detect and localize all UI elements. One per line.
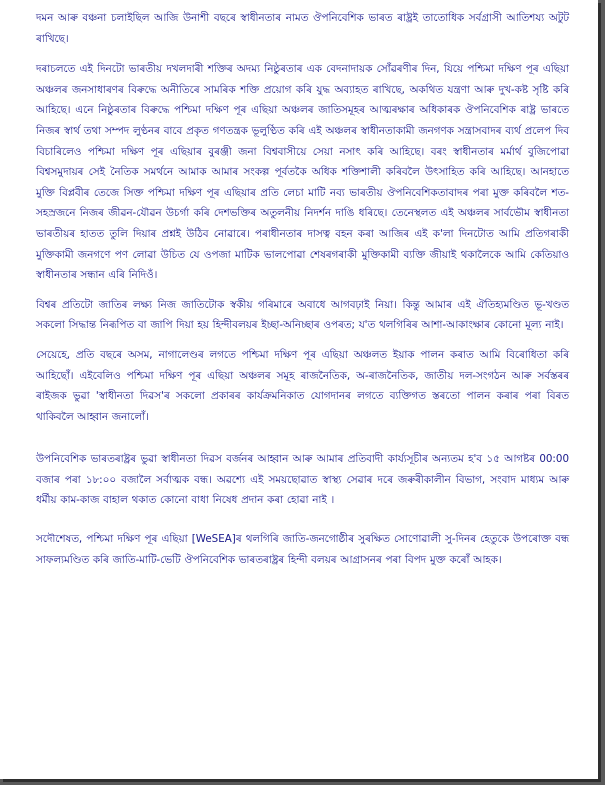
- paragraph-2: দৰাচলতে এই দিনটো ভাৰতীয় দখলদাৰী শক্তিৰ অদম্য নিষ্ঠুৰতাৰ এক বেদনাদায়ক সোঁৱৰণীৰ দিন, যিয়ে পশ্চিমা দক্ষিণ পূৰ এছিয়া অঞ্চলৰ জনসাধাৰণৰ বিৰুদ্ধে অনীতিৰে সামৰিক শক্তি প্ৰয়োগ কৰি যুদ্ধ অব্যাহত ৰাখিছে, অকথিত যন্ত্ৰণা আৰু দুখ-কষ্ট সৃষ্টি কৰি আহিছে। এনে নিষ্ঠুৰতাৰ বিৰুদ্ধে পশ্চিমা দক্ষিণ পূৰ এছিয়া অঞ্চলৰ জাতিসমূহৰ আত্মৰক্ষাৰ অধিকাৰক ঔপনিবেশিক ৰাষ্ট্ৰ ভাৰতে নিজৰ স্বাৰ্থ তথা সম্পদ লুণ্ঠনৰ বাবে প্ৰকৃত গণতন্ত্ৰক ভূলুণ্ঠিত কৰি এই অঞ্চলৰ স্বাধীনতাকামী জনগণক সন্ত্ৰাসবাদৰ ব্যৰ্থ প্ৰলেপ দিব বিচাৰিলেও পশ্চিমা দক্ষিণ পূৰ এছিয়াৰ বুৰঞ্জী জনা বিশ্ববাসীয়ে সেয়া নসাৎ কৰি আহিছে। বৰং স্বাধীনতাৰ মৰ্মাৰ্থ বুজিপোৱা বিশ্বসমুদায়ৰ সেই নৈতিক সমৰ্থনে আমাক আমাৰ সংকল্প পূৰ্বতকৈ অধিক শক্তিশালী কৰিবলৈ উৎসাহিত কৰি আহিছে। আনহাতে মুক্তি বিপ্লবীৰ তেজে সিক্ত পশ্চিমা দক্ষিণ পূৰ এছিয়াৰ প্ৰতি লেচা মাটি নব্য ভাৰতীয় ঔপনিবেশিকতাবাদৰ পৰা মুক্ত কৰিবলৈ শত-সহস্ৰজনে নিজৰ জীৱন-যৌৱন উচৰ্গা কৰি দেশভক্তিৰ অতুলনীয় নিদৰ্শন দাঙি ধৰিছে। তেনেস্থলত এই অঞ্চলৰ সাৰ্বভৌম স্বাধীনতা ভাৰতীয়ৰ হাতত তুলি দিয়াৰ প্ৰশ্নই উঠিব নোৱাৰে। পৰাধীনতাৰ দাসত্ব বহন কৰা আজিৰ এই ক'লা দিনটোত আমি প্ৰতিগৰাকী মুক্তিকামী জনগণে পণ লোৱা উচিত যে ওপজা মাটিক ভালপোৱা শেষৰগৰাকী মুক্তিকামী ব্যক্তি জীয়াই থকালৈকে আমি কেতিয়াও স্বাধীনতাৰ সন্ধান এৰি নিদিওঁ।: [36, 63, 569, 282]
- paragraph-6: সদৌশেষত, পশ্চিমা দক্ষিণ পূৰ এছিয়া [WeSEA]ৰ থলগিৰি জাতি-জনগোষ্ঠীৰ সুৰক্ষিত সোণোৱালী সু-দিনৰ হেতুকে উপৰোক্ত বন্ধ সাফল্যমণ্ডিত কৰি জাতি-মাটি-ভেটি ঔপনিবেশিক ভাৰতৰাষ্ট্ৰৰ হিন্দী বলয়ৰ আগ্ৰাসনৰ পৰা বিপদ মুক্ত কৰোঁ আহক।: [36, 533, 569, 566]
- paragraph-4: সেয়েহে, প্ৰতি বছৰে অসম, নাগালেণ্ডৰ লগতে পশ্চিমা দক্ষিণ পূৰ এছিয়া অঞ্চলত ইয়াক পালন কৰাত আমি বিৰোধিতা কৰি আহিছোঁ। এইবেলিও পশ্চিমা দক্ষিণ পূৰ এছিয়া অঞ্চলৰ সমূহ ৰাজনৈতিক, অ-ৰাজনৈতিক, জাতীয় দল-সংগঠন আৰু সৰ্বস্তৰৰ ৰাইজক ভুৱা 'স্বাধীনতা দিৱস'ৰ সকলো প্ৰকাৰৰ কাৰ্যক্ৰমনিকাত যোগদানৰ লগতে ব্যক্তিগত স্তৰতো পালন কৰাৰ পৰা বিৰত থাকিবলৈ আহ্বান জনালোঁ।: [36, 348, 569, 423]
- document-body: [36, 8, 569, 580]
- paragraph-1: দমন আৰু বঞ্চনা চলাইছিল আজি উনাশী বছৰে স্বাধীনতাৰ নামত ঔপনিবেশিক ভাৰত ৰাষ্ট্ৰই তাতোধিক সৰ্বগ্ৰাসী আতিশয্য অটুট ৰাখিছে।: [36, 12, 569, 45]
- paragraph-3: বিশ্বৰ প্ৰতিটো জাতিৰ লক্ষ্য নিজ জাতিটোক স্বকীয় গৰিমাৰে অবাধে আগবঢ়াই নিয়া। কিন্তু আমাৰ এই ঐতিহ্যমণ্ডিত ভূ-খণ্ডত সকলো সিদ্ধান্ত নিৰূপিত বা জাপি দিয়া হয় হিন্দীবলয়ৰ ইচ্ছা-অনিচ্ছাৰ ওপৰত; য'ত থলগিৰিৰ আশা-আকাংক্ষাৰ কোনো মূল্য নাই।: [36, 298, 569, 332]
- paragraph-5: উপনিবেশিক ভাৰতৰাষ্ট্ৰৰ ভুৱা স্বাধীনতা দিৱস বৰ্জনৰ আহ্বান আৰু আমাৰ প্ৰতিবাদী কাৰ্য্যসূচীৰ অন্যতম হ'ব ১৫ আগষ্টৰ 00:00 বজাৰ পৰা ১৮:০০ বজালৈ সৰ্বাত্মক বন্ধ। অৱশ্যে এই সময়ছোৱাত স্বাস্থ্য সেৱাৰ দৰে জৰুৰীকালীন বিভাগ, সংবাদ মাধ্যম আৰু ধৰ্মীয় কাম-কাজ বাহাল থকাত কোনো বাধা নিষেধ প্ৰদান কৰা হোৱা নাই ।: [36, 453, 569, 507]
